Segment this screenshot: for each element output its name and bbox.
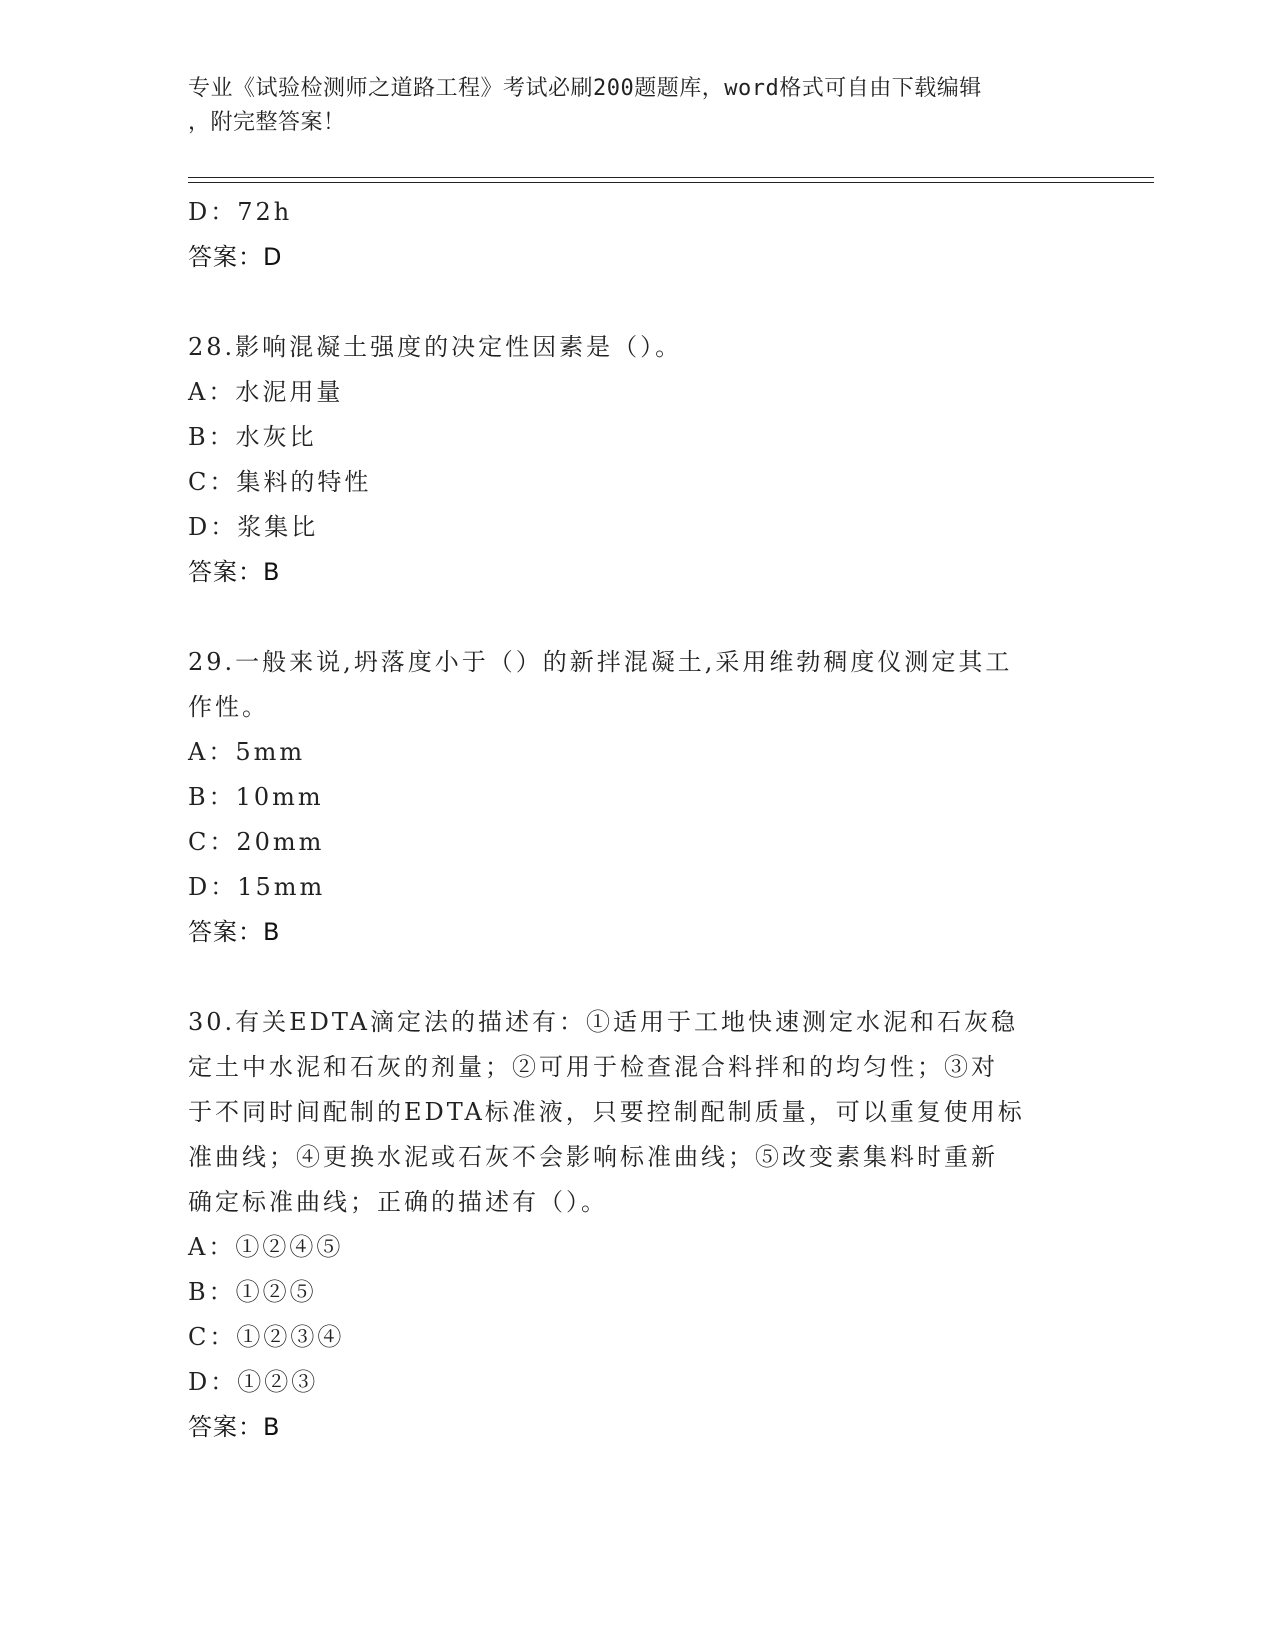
option-b: B：①②⑤ — [188, 1278, 317, 1306]
answer: 答案：B — [188, 1413, 281, 1441]
option-d: D：15mm — [188, 873, 326, 901]
header-rule-top — [188, 177, 1154, 178]
spacer — [188, 595, 1088, 640]
question-30 — [188, 1000, 1088, 1450]
answer: 答案：B — [188, 558, 281, 586]
spacer — [188, 280, 1088, 325]
question-stem: 28.影响混凝土强度的决定性因素是（）。 — [188, 333, 683, 361]
document-body — [188, 190, 1088, 1450]
question-stem-continued: 确定标准曲线；正确的描述有（）。 — [188, 1188, 608, 1216]
option-c: C：①②③④ — [188, 1323, 345, 1351]
header-line-1: 专业《试验检测师之道路工程》考试必刷200题题库，word格式可自由下载编辑 — [188, 76, 982, 101]
header-line-2: ，附完整答案！ — [188, 110, 346, 135]
answer: 答案：D — [188, 243, 283, 271]
option-b: B：水灰比 — [188, 423, 317, 451]
question-stem: 30.有关EDTA滴定法的描述有：①适用于工地快速测定水泥和石灰稳 — [188, 1008, 1018, 1036]
option-c: C：20mm — [188, 828, 325, 856]
spacer — [188, 955, 1088, 1000]
option-a: A：①②④⑤ — [188, 1233, 344, 1261]
question-stem-continued: 作性。 — [188, 693, 269, 721]
option-d: D：浆集比 — [188, 513, 319, 541]
option-a: A：水泥用量 — [188, 378, 344, 406]
question-stem: 29.一般来说,坍落度小于（）的新拌混凝土,采用维勃稠度仪测定其工 — [188, 648, 1013, 676]
option-c: C：集料的特性 — [188, 468, 372, 496]
option-d: D：72h — [188, 198, 293, 226]
question-stem-continued: 准曲线；④更换水泥或石灰不会影响标准曲线；⑤改变素集料时重新 — [188, 1143, 998, 1171]
question-29 — [188, 640, 1088, 955]
question-stem-continued: 于不同时间配制的EDTA标准液，只要控制配制质量，可以重复使用标 — [188, 1098, 1025, 1126]
question-stem-continued: 定土中水泥和石灰的剂量；②可用于检查混合料拌和的均匀性；③对 — [188, 1053, 998, 1081]
option-d: D：①②③ — [188, 1368, 319, 1396]
option-a: A：5mm — [188, 738, 306, 766]
answer: 答案：B — [188, 918, 281, 946]
header-rule-bottom — [188, 182, 1154, 183]
page-header — [188, 72, 1068, 140]
option-b: B：10mm — [188, 783, 324, 811]
question-28 — [188, 325, 1088, 595]
